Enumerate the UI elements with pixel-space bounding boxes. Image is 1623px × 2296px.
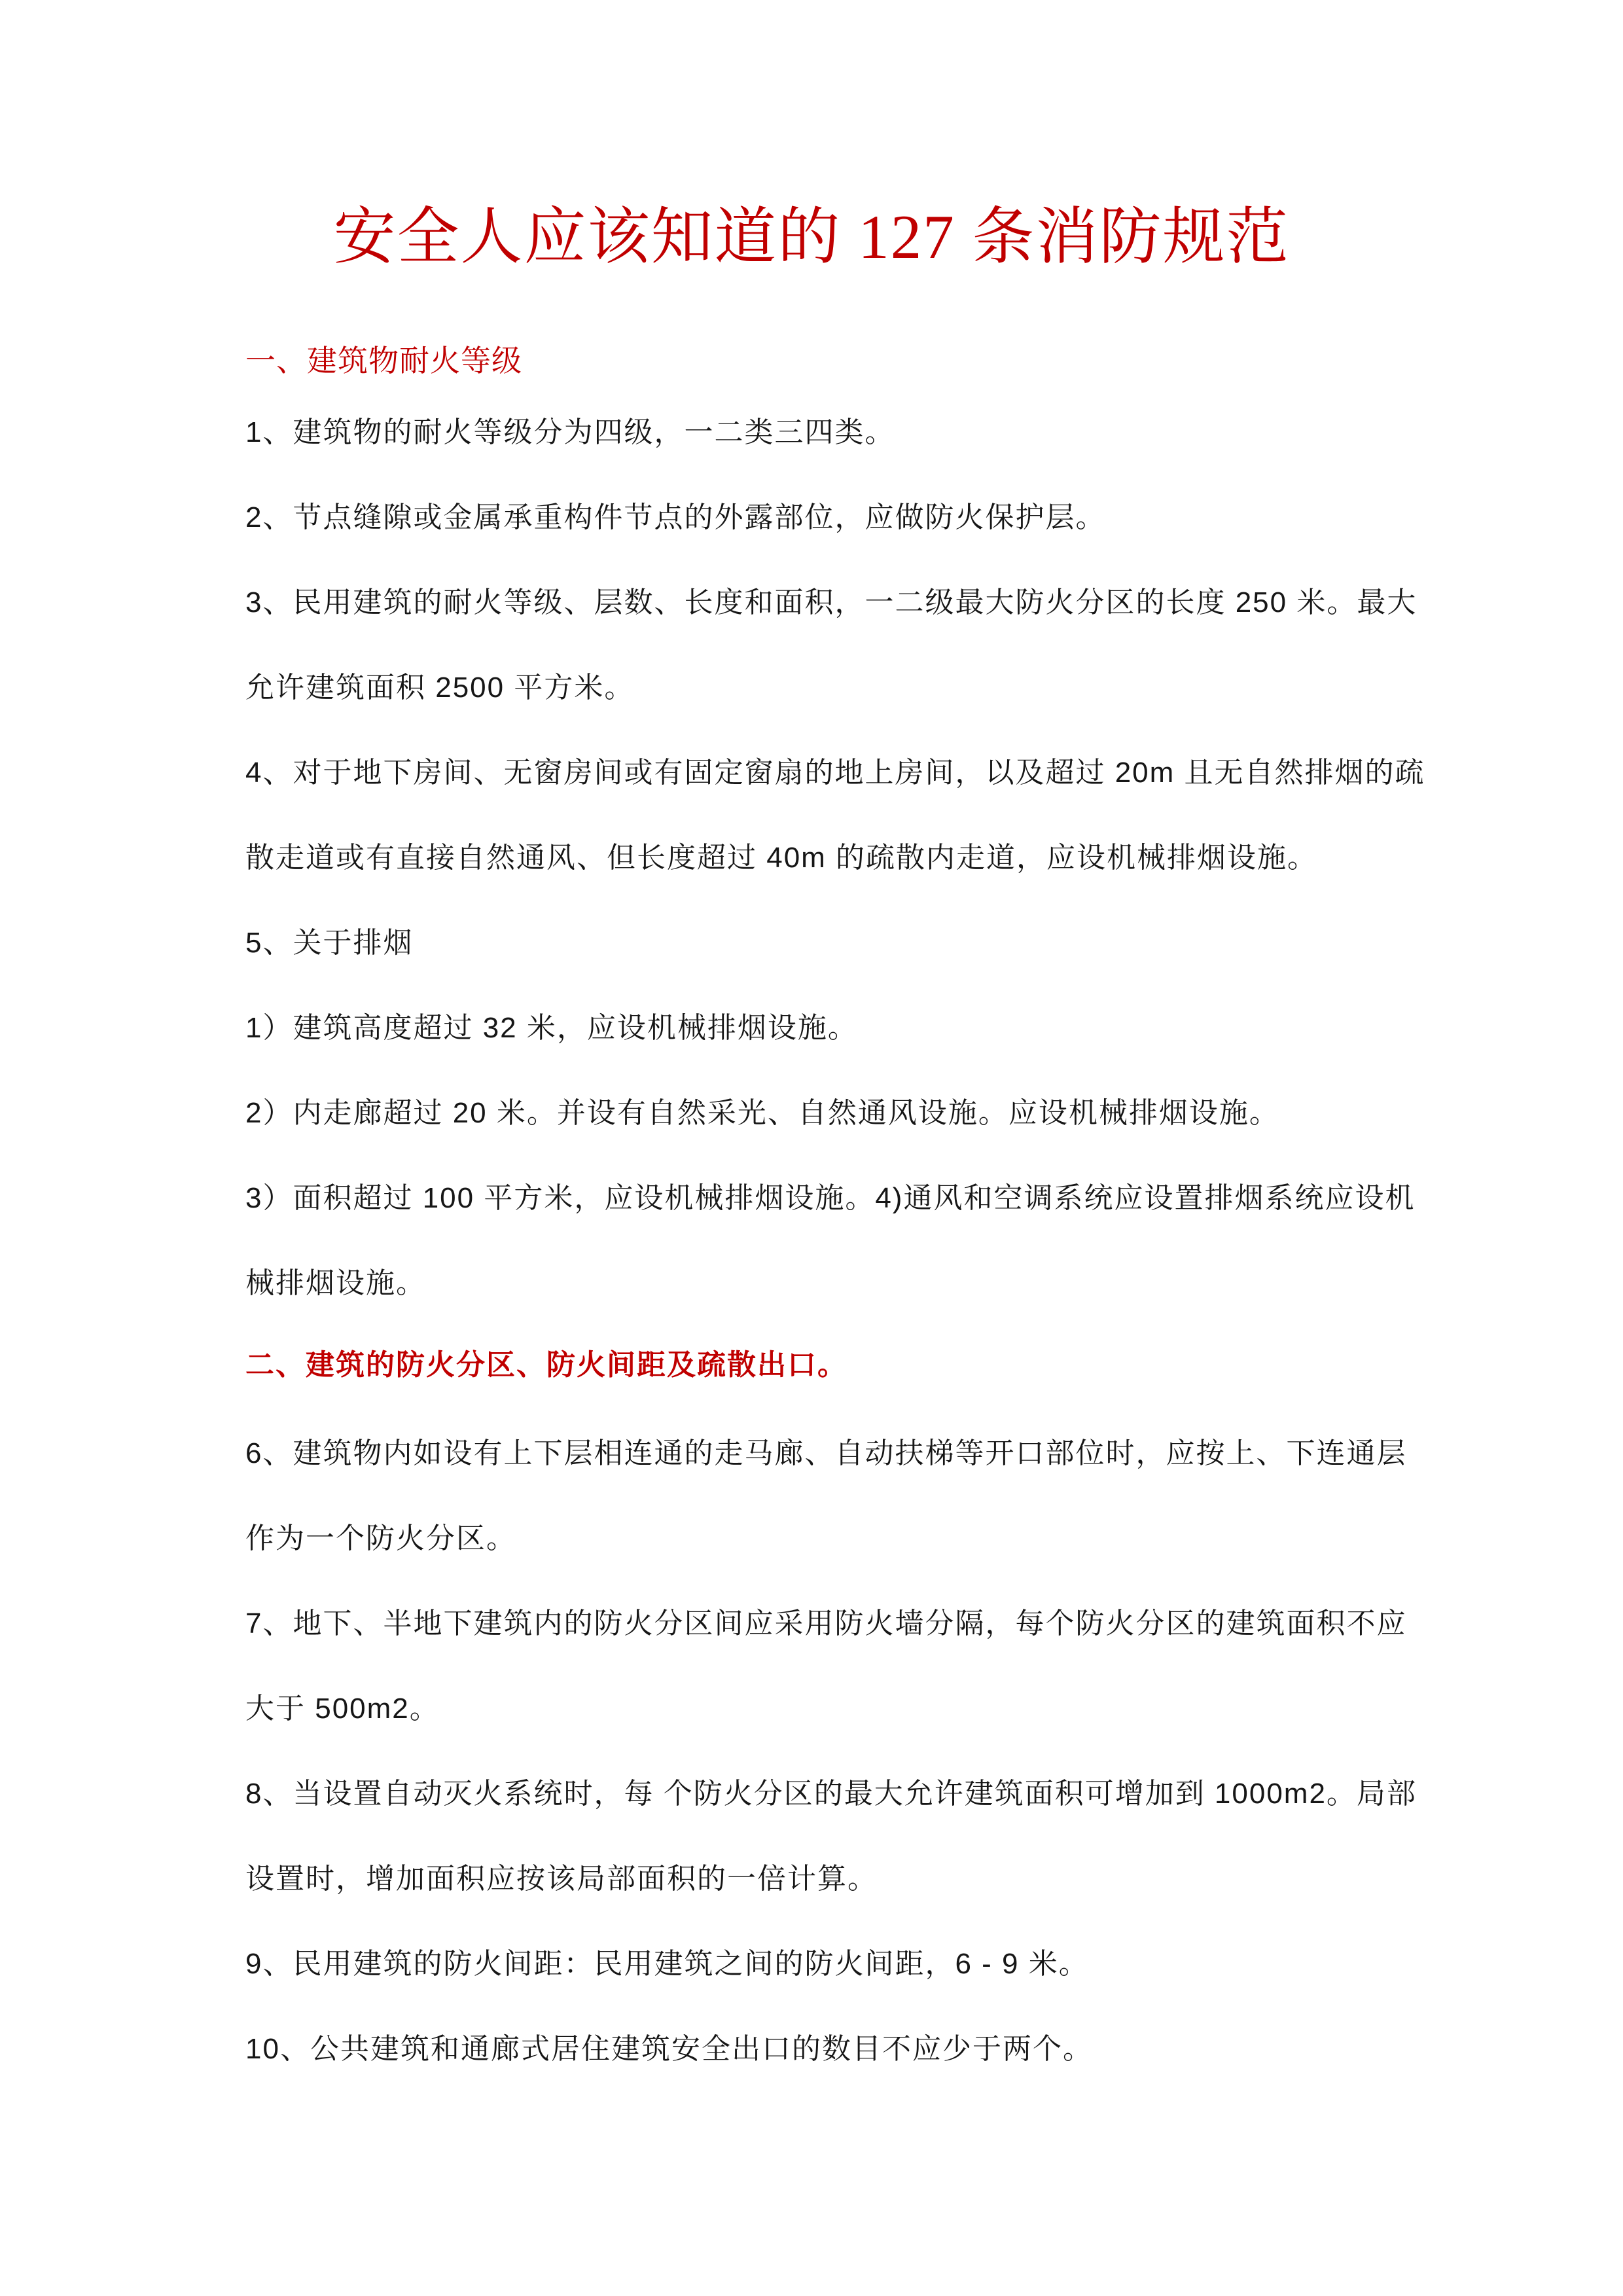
text-line: 6、建筑物内如设有上下层相连通的走马廊、自动扶梯等开口部位时，应按上、下连通层 bbox=[245, 1437, 1407, 1469]
text-line: 作为一个防火分区。 bbox=[245, 1522, 516, 1554]
text-line: 设置时，增加面积应按该局部面积的一倍计算。 bbox=[245, 1863, 878, 1895]
text-line: 9、民用建筑的防火间距：民用建筑之间的防火间距，6 - 9 米。 bbox=[245, 1948, 1089, 1980]
section-2-heading: 二、建筑的防火分区、防火间距及疏散出口。 bbox=[245, 1349, 847, 1381]
text-line: 3）面积超过 100 平方米，应设机械排烟设施。4)通风和空调系统应设置排烟系统应设机 bbox=[245, 1182, 1416, 1214]
text-line: 4、对于地下房间、无窗房间或有固定窗扇的地上房间，以及超过 20m 且无自然排烟的疏 bbox=[245, 757, 1425, 789]
text-line: 2、节点缝隙或金属承重构件节点的外露部位，应做防火保护层。 bbox=[245, 501, 1106, 533]
text-line: 2）内走廊超过 20 米。并设有自然采光、自然通风设施。应设机械排烟设施。 bbox=[245, 1097, 1279, 1129]
document-title: 安全人应该知道的 127 条消防规范 bbox=[333, 202, 1290, 272]
text-line: 大于 500m2。 bbox=[245, 1693, 440, 1725]
text-line: 7、地下、半地下建筑内的防火分区间应采用防火墙分隔，每个防火分区的建筑面积不应 bbox=[245, 1607, 1407, 1640]
text-line: 械排烟设施。 bbox=[245, 1267, 426, 1299]
section-1-heading: 一、建筑物耐火等级 bbox=[245, 344, 522, 378]
text-line: 1、建筑物的耐火等级分为四级，一二类三四类。 bbox=[245, 416, 895, 448]
text-line: 散走道或有直接自然通风、但长度超过 40m 的疏散内走道，应设机械排烟设施。 bbox=[245, 842, 1318, 874]
text-line: 1）建筑高度超过 32 米，应设机械排烟设施。 bbox=[245, 1012, 858, 1044]
text-line: 10、公共建筑和通廊式居住建筑安全出口的数目不应少于两个。 bbox=[245, 2033, 1093, 2065]
text-line: 允许建筑面积 2500 平方米。 bbox=[245, 672, 635, 704]
text-line: 8、当设置自动灭火系统时，每 个防火分区的最大允许建筑面积可增加到 1000m2。局部 bbox=[245, 1778, 1417, 1810]
text-line: 5、关于排烟 bbox=[245, 927, 414, 959]
text-line: 3、民用建筑的耐火等级、层数、长度和面积，一二级最大防火分区的长度 250 米。最大 bbox=[245, 586, 1418, 619]
